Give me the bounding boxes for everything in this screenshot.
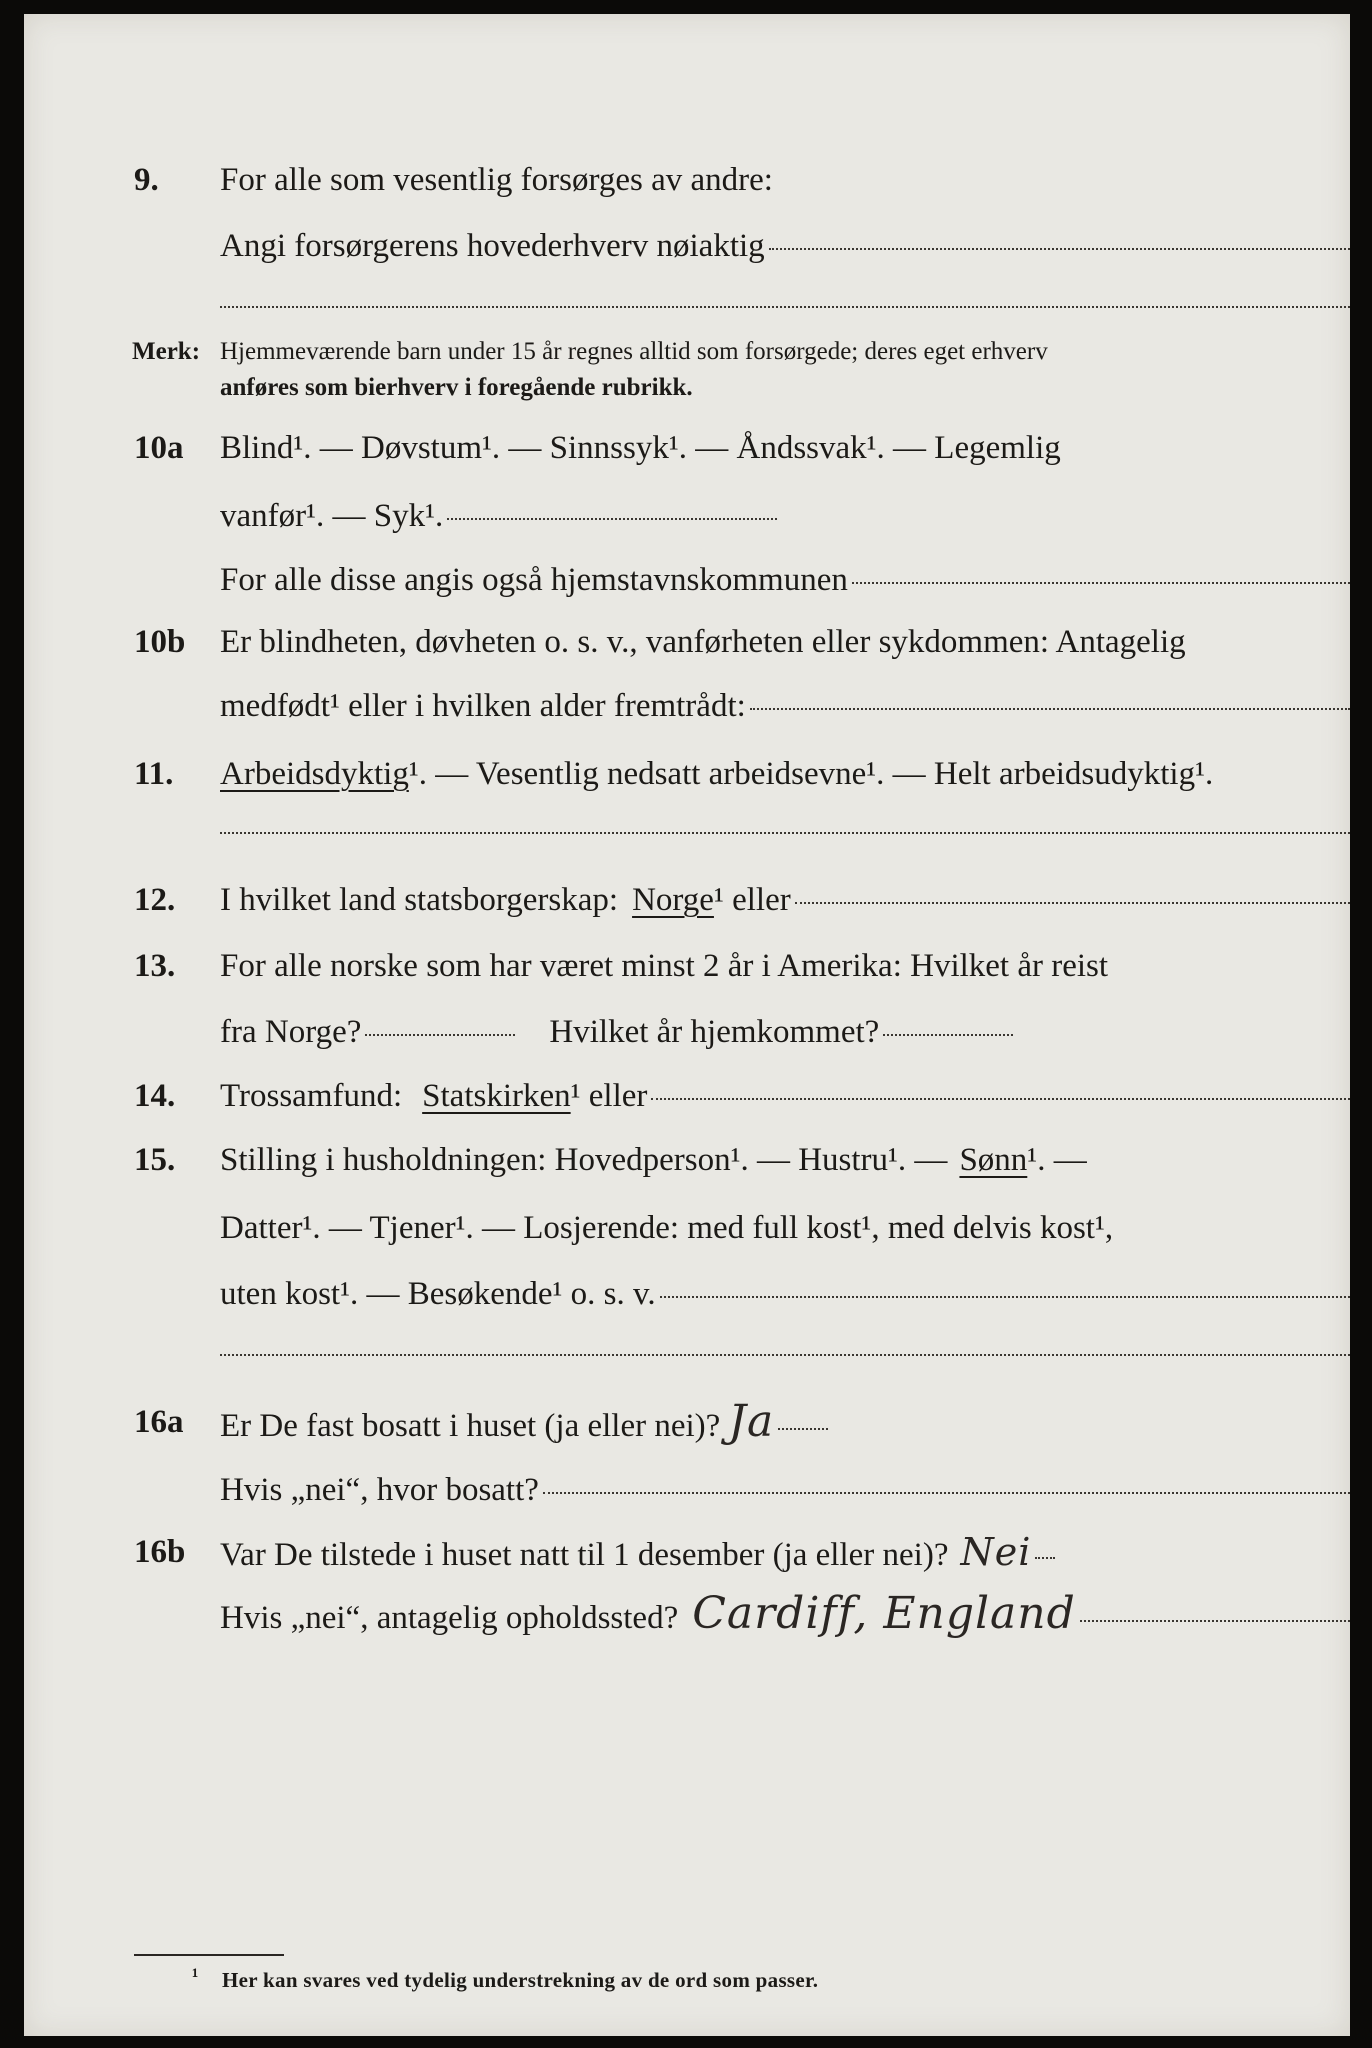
q16b-opholdssted-field[interactable] xyxy=(1080,1618,1350,1622)
q10a-kommune-field[interactable] xyxy=(852,580,1350,584)
q14-answer-field[interactable] xyxy=(651,1096,1350,1100)
q16b-number: 16b xyxy=(134,1534,186,1570)
q9-number: 9. xyxy=(134,162,159,198)
q16b-handwritten-answer-1: Nei xyxy=(960,1530,1032,1574)
q16a-handwritten-answer: Ja xyxy=(728,1396,775,1447)
q11-separator xyxy=(220,832,1350,834)
footnote-mark: ¹ xyxy=(192,1964,199,1988)
q11-number: 11. xyxy=(134,756,174,792)
merk-text-2: anføres som bierhverv i foregående rubrikk. xyxy=(220,374,693,401)
q9-separator xyxy=(220,306,1350,308)
q16a-bosatt-field[interactable] xyxy=(543,1490,1350,1494)
q16a-number: 16a xyxy=(134,1404,184,1440)
q10a-syk-field[interactable] xyxy=(447,516,777,520)
q9-line2 xyxy=(24,216,1350,276)
q12-line xyxy=(24,870,1350,930)
q14-option-statskirken[interactable]: Statskirken xyxy=(422,1078,571,1114)
q15-separator xyxy=(220,1354,1350,1356)
q10a-number: 10a xyxy=(134,430,184,466)
q12-text-post: ¹ eller xyxy=(713,882,791,918)
q13-reist-field[interactable] xyxy=(365,1032,515,1036)
q10a-line3 xyxy=(24,550,1350,610)
q15-text-3: uten kost¹. — Besøkende¹ o. s. v. xyxy=(220,1276,656,1312)
q9-text-1: For alle som vesentlig forsørges av andre: xyxy=(220,162,773,198)
q14-number: 14. xyxy=(134,1078,176,1114)
q13-text-1: For alle norske som har været minst 2 år i Amerika: Hvilket år reist xyxy=(220,948,1109,984)
q10b-line2 xyxy=(24,676,1350,736)
footnote-text: Her kan svares ved tydelig understrekning av de ord som passer. xyxy=(222,1968,819,1992)
q12-number: 12. xyxy=(134,882,176,918)
q15-text-2: Datter¹. — Tjener¹. — Losjerende: med full kost¹, med delvis kost¹, xyxy=(220,1210,1114,1246)
q15-option-sonn[interactable]: Sønn xyxy=(959,1142,1028,1178)
q10b-line1 xyxy=(24,612,1350,672)
q15-number: 15. xyxy=(134,1142,176,1178)
q15-text-1a: Stilling i husholdningen: Hovedperson¹. — Hustru¹. — xyxy=(220,1142,948,1178)
q16b-line1 xyxy=(24,1522,1350,1582)
q10b-answer-field[interactable] xyxy=(750,706,1350,710)
q16b-text-2: Hvis „nei“, antagelig opholdssted? xyxy=(220,1600,679,1636)
q13-hjemkommet-field[interactable] xyxy=(883,1032,1013,1036)
q16a-line1 xyxy=(24,1392,1350,1452)
q16a-text-2: Hvis „nei“, hvor bosatt? xyxy=(220,1472,539,1508)
q10a-text-3: For alle disse angis også hjemstavnskommunen xyxy=(220,562,848,598)
q14-text-pre: Trossamfund: xyxy=(220,1078,403,1114)
q12-option-norge[interactable]: Norge xyxy=(632,882,714,918)
q16b-line2 xyxy=(24,1584,1350,1644)
q14-line xyxy=(24,1066,1350,1126)
merk-label: Merk: xyxy=(132,338,201,365)
q16a-text-1: Er De fast bosatt i huset (ja eller nei)? xyxy=(220,1408,721,1444)
q13-text-reist: fra Norge? xyxy=(220,1014,362,1050)
q9-text-2: Angi forsørgerens hovederhverv nøiaktig xyxy=(220,228,765,264)
q10b-text-1: Er blindheten, døvheten o. s. v., vanførheten eller sykdommen: Antagelig xyxy=(220,624,1186,660)
merk-line2 xyxy=(24,370,1350,406)
footnote-rule xyxy=(134,1954,284,1956)
q13-number: 13. xyxy=(134,948,176,984)
q16b-handwritten-answer-2: Cardiff, England xyxy=(692,1588,1076,1639)
census-form-page xyxy=(24,14,1350,2036)
q9-line1 xyxy=(24,150,1350,210)
q9-answer-field[interactable] xyxy=(769,246,1350,250)
merk-line1 xyxy=(24,334,1350,370)
q15-text-1b: ¹. — xyxy=(1027,1142,1087,1178)
q11-line xyxy=(24,744,1350,804)
q15-line1 xyxy=(24,1130,1350,1190)
q12-answer-field[interactable] xyxy=(795,900,1350,904)
q10b-number: 10b xyxy=(134,624,186,660)
q10b-text-2: medfødt¹ eller i hvilken alder fremtrådt: xyxy=(220,688,746,724)
q15-line2 xyxy=(24,1198,1350,1258)
q13-line2 xyxy=(24,1002,1350,1062)
q13-line1 xyxy=(24,936,1350,996)
merk-text-1: Hjemmeværende barn under 15 år regnes alltid som forsørgede; deres eget erhverv xyxy=(220,338,1048,365)
q16b-text-1: Var De tilstede i huset natt til 1 desember (ja eller nei)? xyxy=(220,1537,949,1573)
q10a-text-1: Blind¹. — Døvstum¹. — Sinnssyk¹. — Åndssvak¹. — Legemlig xyxy=(220,430,1061,466)
q11-option-arbeidsdyktig[interactable]: Arbeidsdyktig xyxy=(220,756,409,792)
q10a-line2 xyxy=(24,486,1350,546)
q15-answer-field[interactable] xyxy=(660,1294,1350,1298)
q16a-answer-field[interactable] xyxy=(778,1426,828,1430)
q15-line3 xyxy=(24,1264,1350,1324)
q16b-answer-field[interactable] xyxy=(1035,1555,1055,1559)
q11-text-rest: ¹. — Vesentlig nedsatt arbeidsevne¹. — Helt arbeidsudyktig¹. xyxy=(408,756,1214,792)
q10a-text-2: vanfør¹. — Syk¹. xyxy=(220,498,444,534)
q10a-line1 xyxy=(24,418,1350,478)
q16a-line2 xyxy=(24,1460,1350,1520)
q13-text-hjemkommet: Hvilket år hjemkommet? xyxy=(549,1014,880,1050)
q12-text-pre: I hvilket land statsborgerskap: xyxy=(220,882,619,918)
q14-text-post: ¹ eller xyxy=(570,1078,648,1114)
